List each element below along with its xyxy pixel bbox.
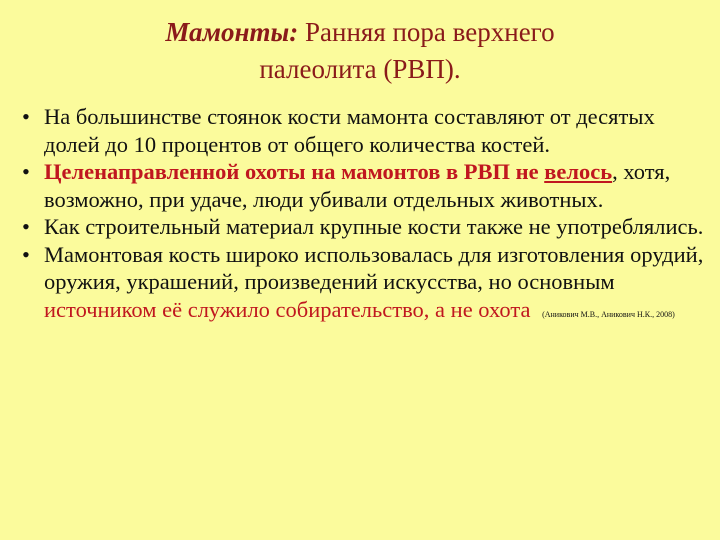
slide-title <box>60 14 660 88</box>
bullet-text-3: Как строительный материал крупные кости также не употреблялись. <box>44 214 704 239</box>
bullet-item-2 <box>22 158 712 213</box>
bullet-2-emphasis-underlined: велось <box>544 159 613 184</box>
bullet-dot: • <box>22 214 30 239</box>
bullet-2-rest: , хотя, возможно, при удаче, люди убивали отдельных животных. <box>44 159 671 212</box>
title-term: Мамонты: <box>165 17 299 47</box>
bullet-list <box>22 103 712 328</box>
bullet-dot: • <box>22 241 30 267</box>
citation: (Аникович М.В., Аникович Н.К., 2008) <box>542 309 675 319</box>
bullet-text-1: На большинстве стоянок кости мамонта составляют от десятых долей до 10 процентов от общего количества костей. <box>44 104 655 157</box>
bullet-4-start: Мамонтовая кость широко использовалась для изготовления орудий, оружия, украшений, произведений искусства, но основным <box>44 241 704 294</box>
bullet-item-3 <box>22 213 712 241</box>
bullet-item-1 <box>22 103 712 158</box>
bullet-dot: • <box>22 159 30 184</box>
bullet-2-emphasis: Целенаправленной охоты на мамонтов в РВП не <box>44 159 539 184</box>
title-line1: Ранняя пора верхнего <box>305 17 555 47</box>
title-line2: палеолита (РВП). <box>259 54 461 84</box>
bullet-dot: • <box>22 104 30 129</box>
bullet-item-4 <box>22 241 712 329</box>
bullet-4-emphasis: источником её служило собирательство, а не охота <box>44 296 531 322</box>
